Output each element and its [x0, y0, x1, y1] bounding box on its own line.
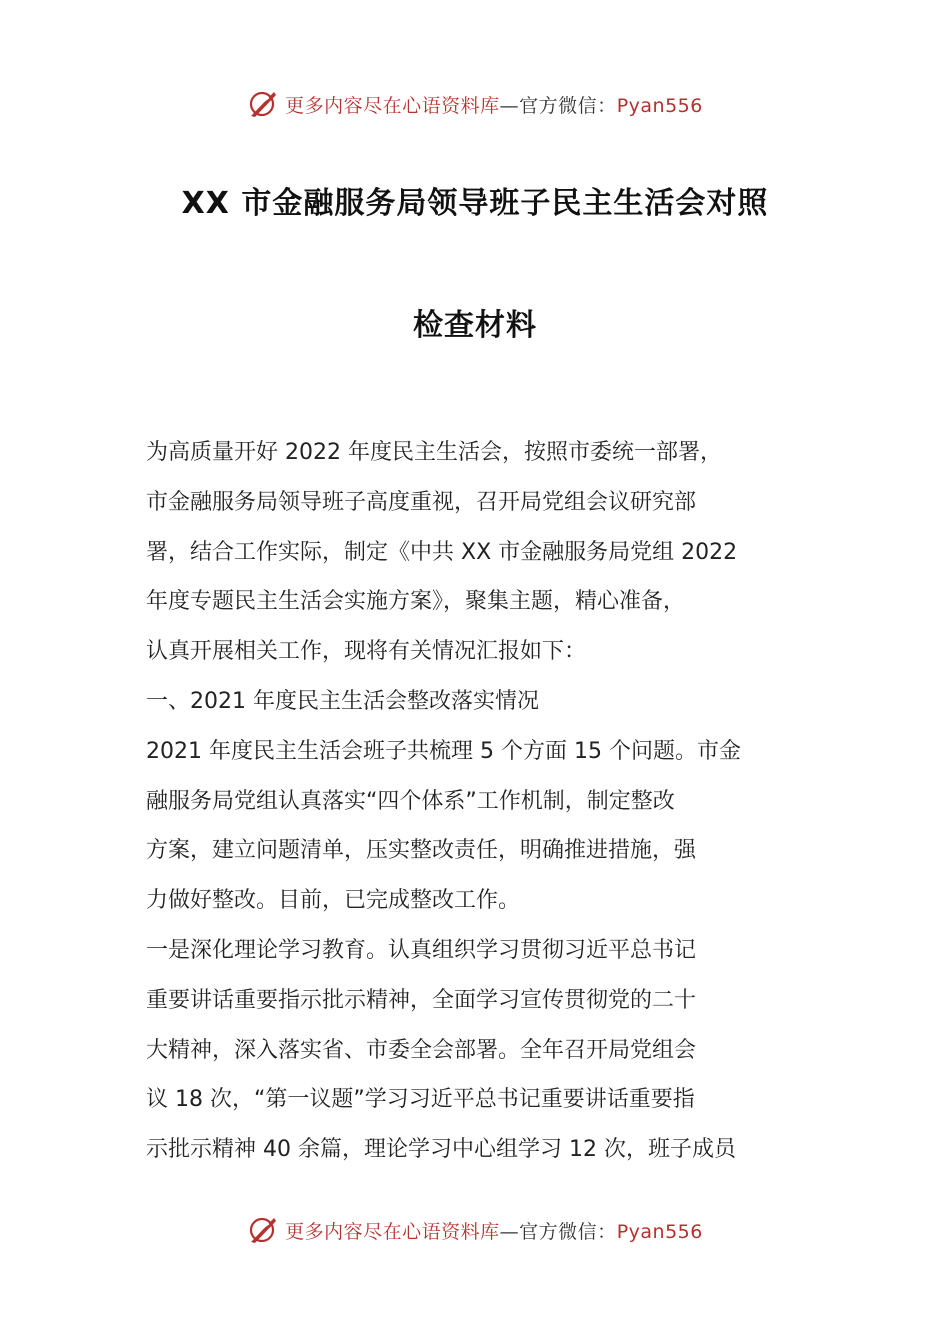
body-line: 示批示精神 40 余篇，理论学习中心组学习 12 次，班子成员 — [146, 1137, 736, 1163]
document-body — [146, 428, 806, 1175]
quill-pen-logo-icon — [247, 1214, 279, 1246]
body-line: 认真开展相关工作，现将有关情况汇报如下： — [146, 639, 587, 665]
body-line: 方案，建立问题清单，压实整改责任，明确推进措施，强 — [146, 838, 697, 864]
body-line: 一是深化理论学习教育。认真组织学习贯彻习近平总书记 — [146, 937, 697, 963]
header-banner — [0, 84, 950, 124]
banner-text: 更多内容尽在心语资料库—官方微信：Pyan556 — [285, 1220, 703, 1243]
body-line: 议 18 次，“第一议题”学习习近平总书记重要讲话重要指 — [146, 1087, 695, 1113]
footer-banner — [0, 1210, 950, 1250]
body-line: 力做好整改。目前，已完成整改工作。 — [146, 888, 521, 914]
quill-pen-logo-icon — [247, 88, 279, 120]
body-line: 2021 年度民主生活会班子共梳理 5 个方面 15 个问题。市金 — [146, 738, 741, 764]
banner-wechat-label: —官方微信： — [499, 1220, 617, 1243]
body-line: 年度专题民主生活会实施方案》，聚集主题，精心准备， — [146, 589, 686, 615]
banner-wechat-account: Pyan556 — [616, 1220, 703, 1243]
body-line: 重要讲话重要指示批示精神，全面学习宣传贯彻党的二十 — [146, 987, 697, 1013]
body-line: 为高质量开好 2022 年度民主生活会，按照市委统一部署， — [146, 440, 722, 465]
banner-wechat-label: —官方微信： — [499, 94, 617, 117]
body-line: 融服务局党组认真落实“四个体系”工作机制，制定整改 — [146, 788, 675, 814]
document-title-line-1: XX 市金融服务局领导班子民主生活会对照 — [181, 186, 769, 221]
document-title-line-2: 检查材料 — [413, 308, 537, 343]
body-line: 署，结合工作实际，制定《中共 XX 市金融服务局党组 2022 — [146, 539, 738, 565]
banner-wechat-account: Pyan556 — [616, 94, 703, 117]
banner-text: 更多内容尽在心语资料库—官方微信：Pyan556 — [285, 94, 703, 117]
body-line: 大精神，深入落实省、市委全会部署。全年召开局党组会 — [146, 1037, 697, 1063]
body-line: 市金融服务局领导班子高度重视，召开局党组会议研究部 — [146, 489, 697, 515]
section-heading: 一、2021 年度民主生活会整改落实情况 — [146, 688, 539, 714]
